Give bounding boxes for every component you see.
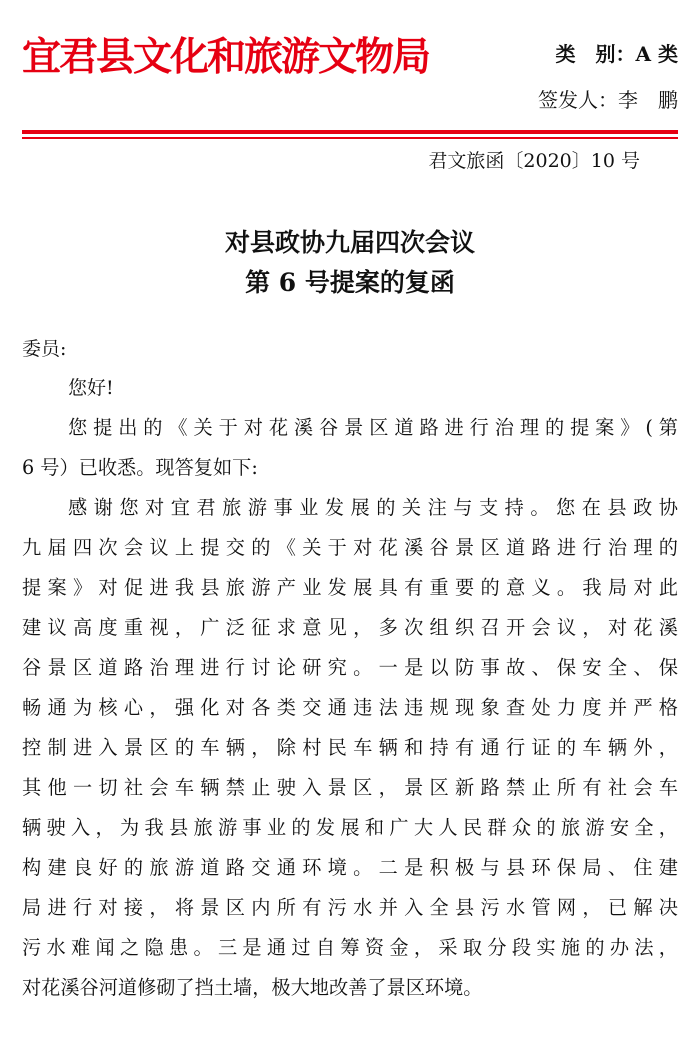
header-rule-thick [22, 130, 678, 134]
paragraph-2-line-4: 建议高度重视，广泛征求意见，多次组织召开会议，对花溪 [22, 616, 678, 639]
paragraph-2-line-6: 畅通为核心，强化对各类交通违法违规现象查处力度并严格 [22, 696, 678, 719]
document-type-label: 类 别：A 类 [555, 42, 678, 66]
paragraph-2-line-13: 对花溪谷河道修砌了挡土墙，极大地改善了景区环境。 [22, 976, 483, 999]
paragraph-1-line-1: 您提出的《关于对花溪谷景区道路进行治理的提案》(第 [68, 416, 678, 439]
paragraph-1-line-2: 6 号）已收悉。现答复如下: [22, 456, 258, 479]
paragraph-2-line-5: 谷景区道路治理进行讨论研究。一是以防事故、保安全、保 [22, 656, 678, 679]
paragraph-2-line-9: 辆驶入，为我县旅游事业的发展和广大人民群众的旅游安全， [22, 816, 678, 839]
agency-masthead: 宜君县文化和旅游文物局 [22, 34, 430, 80]
paragraph-2-line-7: 控制进入景区的车辆，除村民车辆和持有通行证的车辆外， [22, 736, 678, 759]
paragraph-2-line-3: 提案》对促进我县旅游产业发展具有重要的意义。我局对此 [22, 576, 678, 599]
paragraph-2-line-2: 九届四次会议上提交的《关于对花溪谷景区道路进行治理的 [22, 536, 678, 559]
greeting: 您好! [68, 377, 114, 399]
paragraph-2-line-1: 感谢您对宜君旅游事业发展的关注与支持。您在县政协 [68, 496, 678, 519]
paragraph-2-line-12: 污水难闻之隐患。三是通过自筹资金，采取分段实施的办法， [22, 936, 678, 959]
document-title-line-2: 第 6 号提案的复函 [245, 268, 455, 297]
salutation: 委员: [22, 338, 67, 360]
document-number: 君文旅函〔2020〕10 号 [428, 150, 640, 172]
signer-label: 签发人：李 鹏 [538, 88, 678, 112]
paragraph-2-line-10: 构建良好的旅游道路交通环境。二是积极与县环保局、住建 [22, 856, 678, 879]
paragraph-2-line-8: 其他一切社会车辆禁止驶入景区，景区新路禁止所有社会车 [22, 776, 678, 799]
header-rule-thin [22, 137, 678, 139]
paragraph-2-line-11: 局进行对接，将景区内所有污水并入全县污水管网，已解决 [22, 896, 678, 919]
document-title-line-1: 对县政协九届四次会议 [224, 228, 475, 257]
